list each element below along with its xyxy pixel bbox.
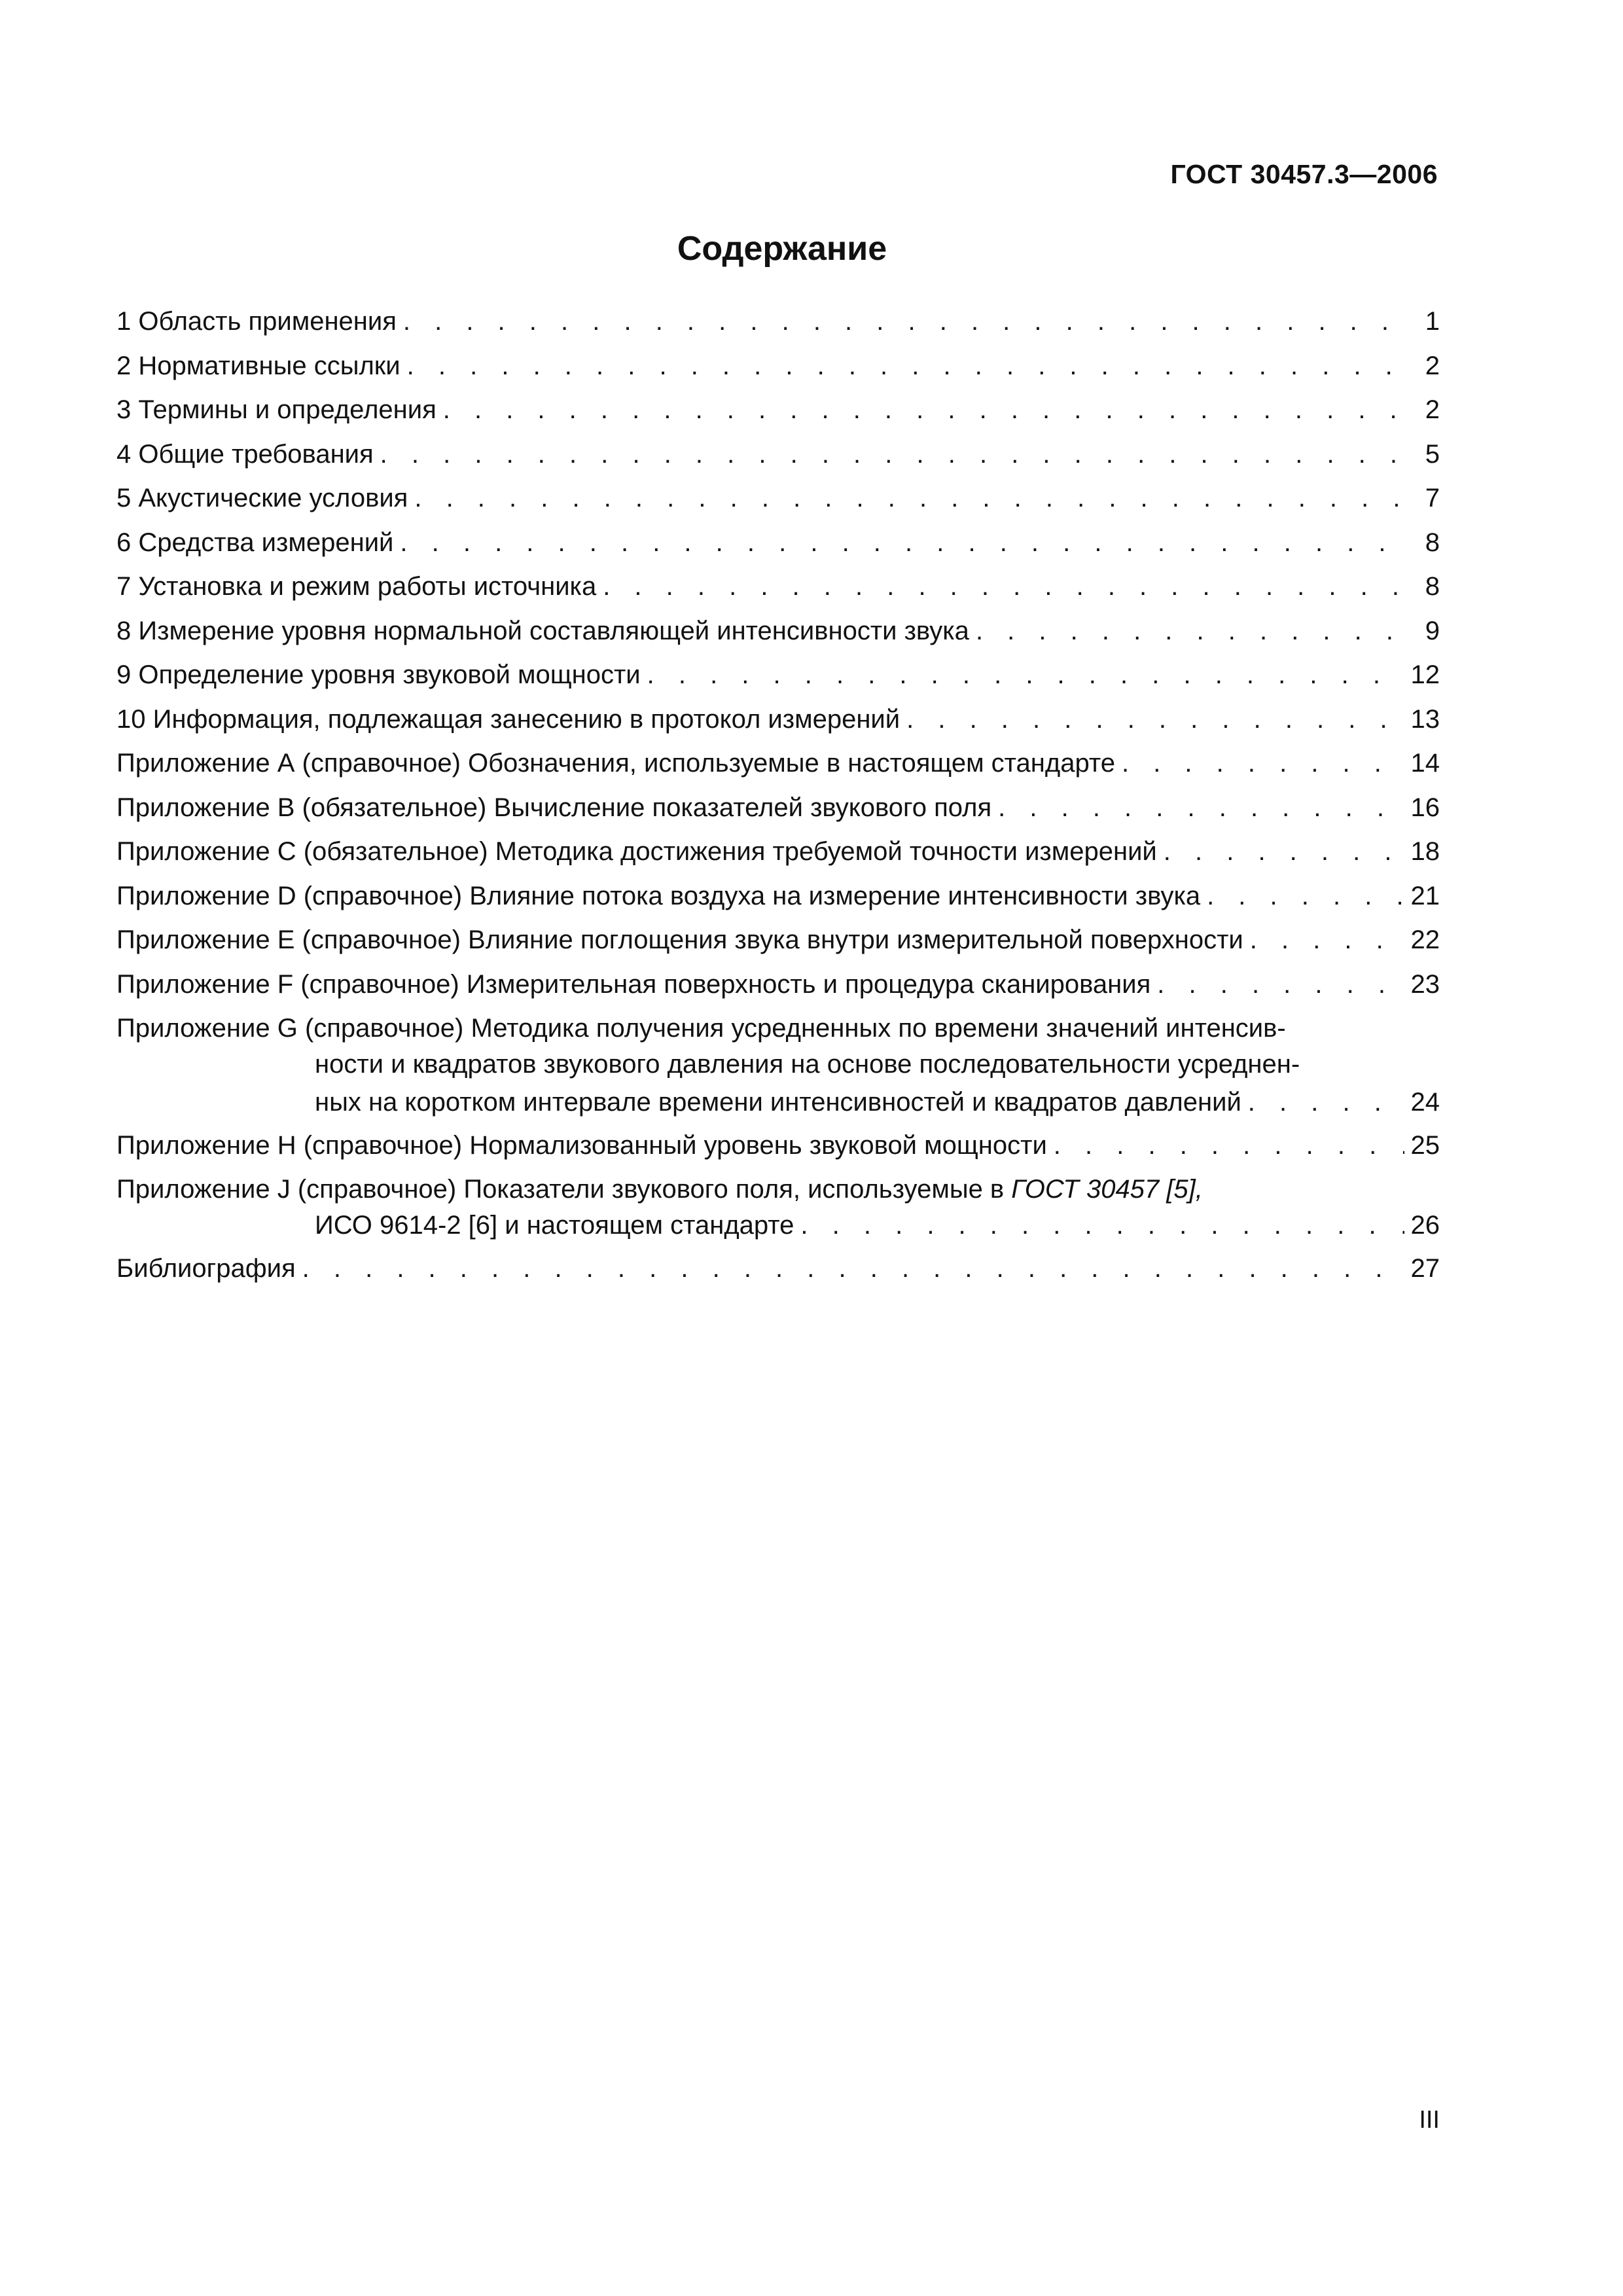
leader-dots [800, 1206, 1404, 1244]
toc-entry-page: 8 [1425, 528, 1440, 557]
toc-entry[interactable] [116, 521, 1440, 565]
toc-entry[interactable] [116, 609, 1440, 654]
toc-entry[interactable] [116, 698, 1440, 742]
leader-dots [407, 344, 1404, 389]
toc-entry-page: 21 [1410, 881, 1440, 910]
toc-entry-title: Приложение А (справочное) Обозначения, используемые в настоящем стандарте [116, 749, 1115, 778]
toc-entry-line: Приложение J (справочное) Показатели звукового поля, используемые в [116, 1175, 1012, 1204]
toc-entry-page: 22 [1410, 925, 1440, 954]
toc-entry-title: 3 Термины и определения [116, 395, 437, 424]
toc-entry-page: 2 [1425, 351, 1440, 380]
standard-reference: ГОСТ 30457 [5], [1011, 1175, 1203, 1204]
toc-entry-page: 1 [1425, 307, 1440, 336]
toc-entry-title: 9 Определение уровня звуковой мощности [116, 660, 641, 689]
toc-entry-page: 16 [1410, 793, 1440, 822]
toc-entry-page: 23 [1410, 969, 1440, 999]
toc-entry[interactable] [116, 344, 1440, 389]
leader-dots [1207, 874, 1404, 919]
toc-entry[interactable] [116, 300, 1440, 344]
toc-entry-title: Приложение В (обязательное) Вычисление показателей звукового поля [116, 793, 992, 822]
toc-entry-bibliography[interactable] [116, 1247, 1440, 1291]
toc-entry-page: 24 [1410, 1087, 1440, 1117]
toc-entry-page: 27 [1410, 1253, 1440, 1283]
toc-entry-page: 8 [1425, 572, 1440, 601]
leader-dots [1122, 742, 1404, 786]
toc-entry-page: 5 [1425, 439, 1440, 469]
toc-entry-title: 7 Установка и режим работы источника [116, 572, 597, 601]
page-number: III [1419, 2106, 1440, 2134]
toc-entry-title: 5 Акустические условия [116, 484, 408, 512]
toc-entry[interactable] [116, 653, 1440, 698]
toc-title: Содержание [677, 230, 887, 268]
toc-entry-page: 7 [1425, 484, 1440, 512]
leader-dots [998, 786, 1404, 831]
leader-dots [443, 388, 1404, 433]
leader-dots [1054, 1124, 1404, 1168]
leader-dots [1157, 963, 1404, 1007]
leader-dots [1248, 1083, 1404, 1121]
leader-dots [1164, 830, 1404, 874]
leader-dots [1250, 918, 1404, 963]
toc-entry-appendix-j[interactable] [116, 1168, 1440, 1244]
toc-entry[interactable] [116, 476, 1440, 521]
toc-entry[interactable] [116, 830, 1440, 874]
leader-dots [603, 565, 1404, 609]
toc-entry-title: Приложение С (обязательное) Методика достижения требуемой точности измерений [116, 837, 1157, 866]
leader-dots [403, 300, 1404, 344]
toc-entry-title: 8 Измерение уровня нормальной составляющей интенсивности звука [116, 616, 969, 645]
toc-entry[interactable] [116, 918, 1440, 963]
toc-entry[interactable] [116, 742, 1440, 786]
toc-entry[interactable] [116, 963, 1440, 1007]
toc-entry-page: 26 [1410, 1210, 1440, 1240]
toc-entry[interactable] [116, 786, 1440, 831]
toc-entry-page: 18 [1410, 837, 1440, 866]
toc-entry-page: 13 [1410, 704, 1440, 734]
toc-entry-title: 10 Информация, подлежащая занесению в протокол измерений [116, 704, 901, 734]
toc-entry[interactable] [116, 388, 1440, 433]
toc-entry[interactable] [116, 433, 1440, 477]
leader-dots [400, 521, 1404, 565]
table-of-contents [116, 300, 1440, 1291]
toc-entry-title: Приложение Е (справочное) Влияние поглощения звука внутри измерительной поверхности [116, 925, 1243, 954]
toc-entry[interactable] [116, 565, 1440, 609]
leader-dots [976, 609, 1404, 654]
leader-dots [414, 476, 1404, 521]
toc-entry-line: ности и квадратов звукового давления на основе последовательности усреднен- [315, 1049, 1300, 1079]
toc-entry-line: Приложение G (справочное) Методика получения усредненных по времени значений интенсив- [116, 1014, 1286, 1043]
toc-entry-title: 1 Область применения [116, 307, 397, 336]
toc-entry-page: 14 [1410, 749, 1440, 778]
toc-entry-title: Приложение D (справочное) Влияние потока воздуха на измерение интенсивности звука [116, 881, 1201, 910]
leader-dots [302, 1247, 1404, 1291]
toc-entry-title: Приложение Н (справочное) Нормализованный уровень звуковой мощности [116, 1130, 1047, 1160]
leader-dots [380, 433, 1404, 477]
document-id: ГОСТ 30457.3—2006 [1170, 159, 1438, 189]
toc-entry-title: Приложение F (справочное) Измерительная поверхность и процедура сканирования [116, 969, 1151, 999]
toc-entry-line: ных на коротком интервале времени интенсивностей и квадратов давлений [315, 1087, 1241, 1117]
toc-entry-title: Библиография [116, 1253, 296, 1283]
toc-entry-appendix-g[interactable] [116, 1007, 1440, 1121]
leader-dots [906, 698, 1404, 742]
toc-entry-title: 6 Средства измерений [116, 528, 394, 557]
toc-entry-title: 4 Общие требования [116, 439, 374, 469]
toc-entry-appendix-h[interactable] [116, 1124, 1440, 1168]
toc-entry-page: 9 [1425, 616, 1440, 645]
toc-entry-line: ИСО 9614-2 [6] и настоящем стандарте [315, 1210, 794, 1240]
toc-entry-page: 25 [1410, 1130, 1440, 1160]
toc-entry[interactable] [116, 874, 1440, 919]
leader-dots [647, 653, 1404, 698]
toc-entry-page: 2 [1425, 395, 1440, 424]
toc-entry-page: 12 [1410, 660, 1440, 689]
toc-entry-title: 2 Нормативные ссылки [116, 351, 401, 380]
